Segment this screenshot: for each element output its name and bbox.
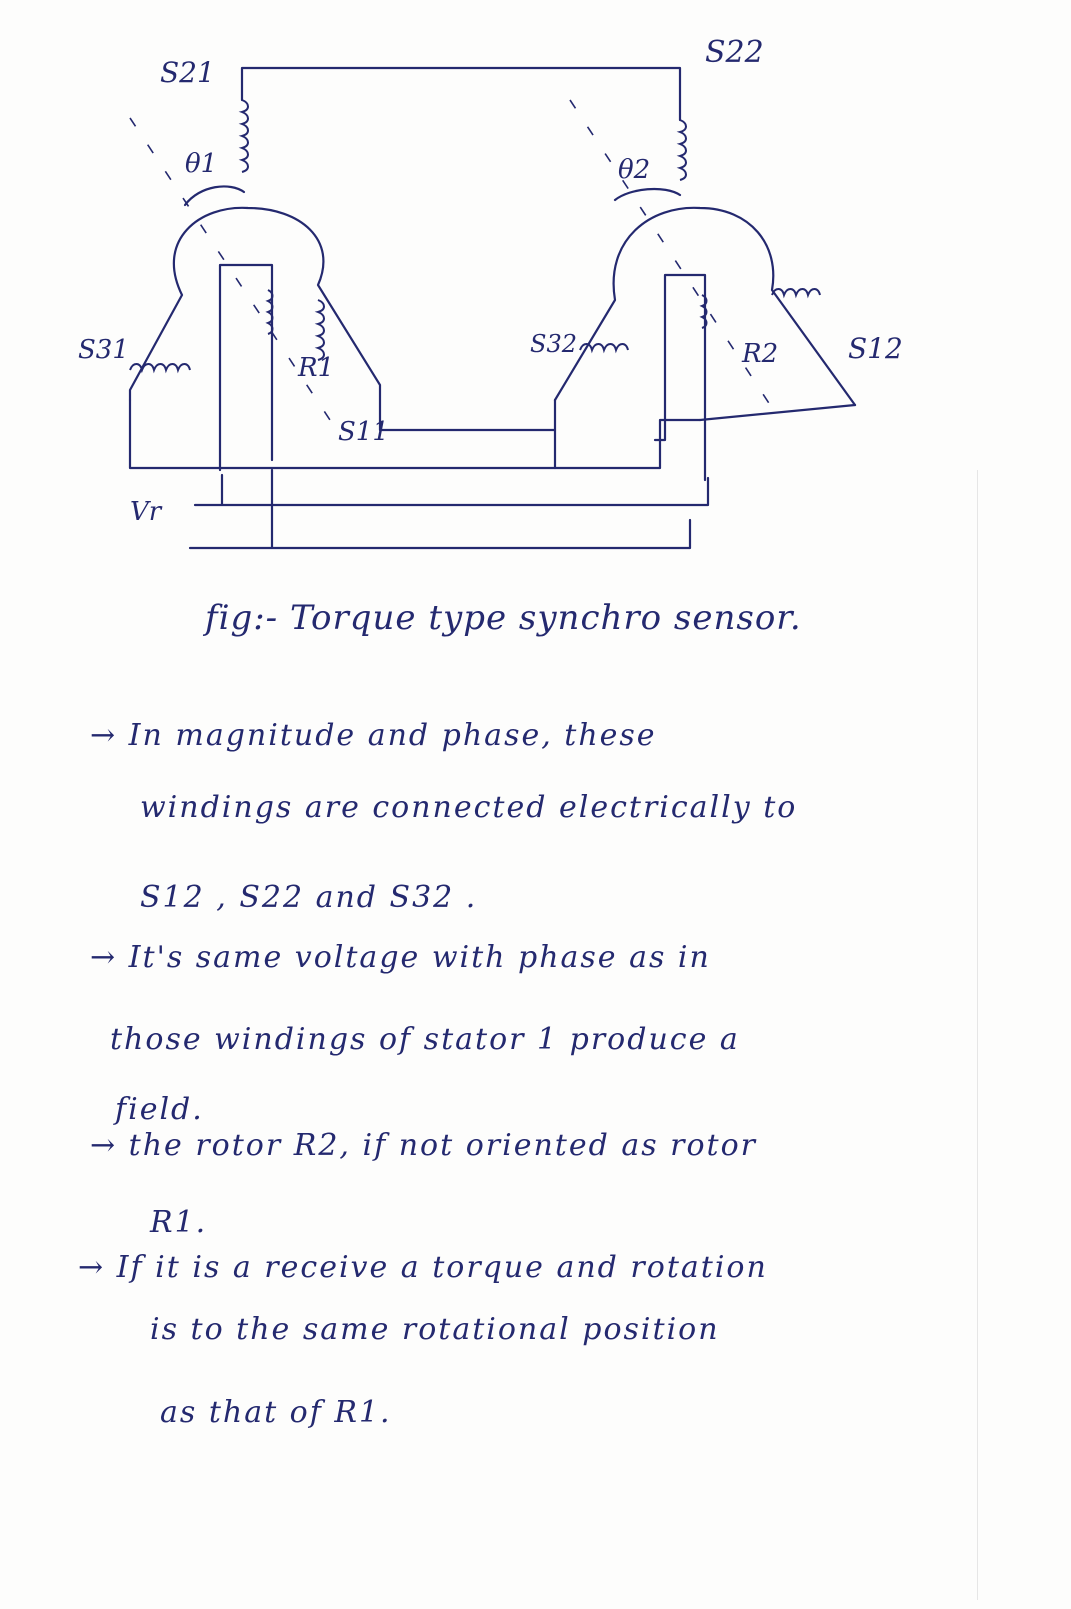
label-s32: S32 — [530, 330, 577, 358]
figure-caption: fig:- Torque type synchro sensor. — [205, 598, 802, 638]
note-line: field. — [115, 1092, 204, 1127]
note-line: → If it is a receive a torque and rotation — [78, 1250, 768, 1285]
note-line: as that of R1. — [160, 1395, 392, 1430]
note-line: those windings of stator 1 produce a — [110, 1022, 740, 1057]
note-line: windings are connected electrically to — [140, 790, 798, 825]
label-s22: S22 — [705, 35, 764, 70]
note-line: is to the same rotational position — [150, 1312, 720, 1347]
label-r2: R2 — [742, 339, 779, 369]
label-s11: S11 — [338, 417, 389, 447]
note-line: R1. — [150, 1205, 208, 1240]
label-theta2: θ2 — [618, 155, 651, 185]
label-vr: Vr — [130, 497, 162, 527]
label-s21: S21 — [160, 56, 215, 89]
note-line: → In magnitude and phase, these — [90, 718, 657, 753]
label-theta1: θ1 — [185, 149, 218, 179]
label-s12: S12 — [848, 332, 903, 365]
note-line: → It's same voltage with phase as in — [90, 940, 711, 975]
note-line: → the rotor R2, if not oriented as rotor — [90, 1128, 757, 1163]
label-r1: R1 — [298, 353, 335, 383]
page-margin-line — [977, 470, 978, 1600]
label-s31: S31 — [78, 335, 129, 365]
note-line: S12 , S22 and S32 . — [140, 880, 478, 915]
